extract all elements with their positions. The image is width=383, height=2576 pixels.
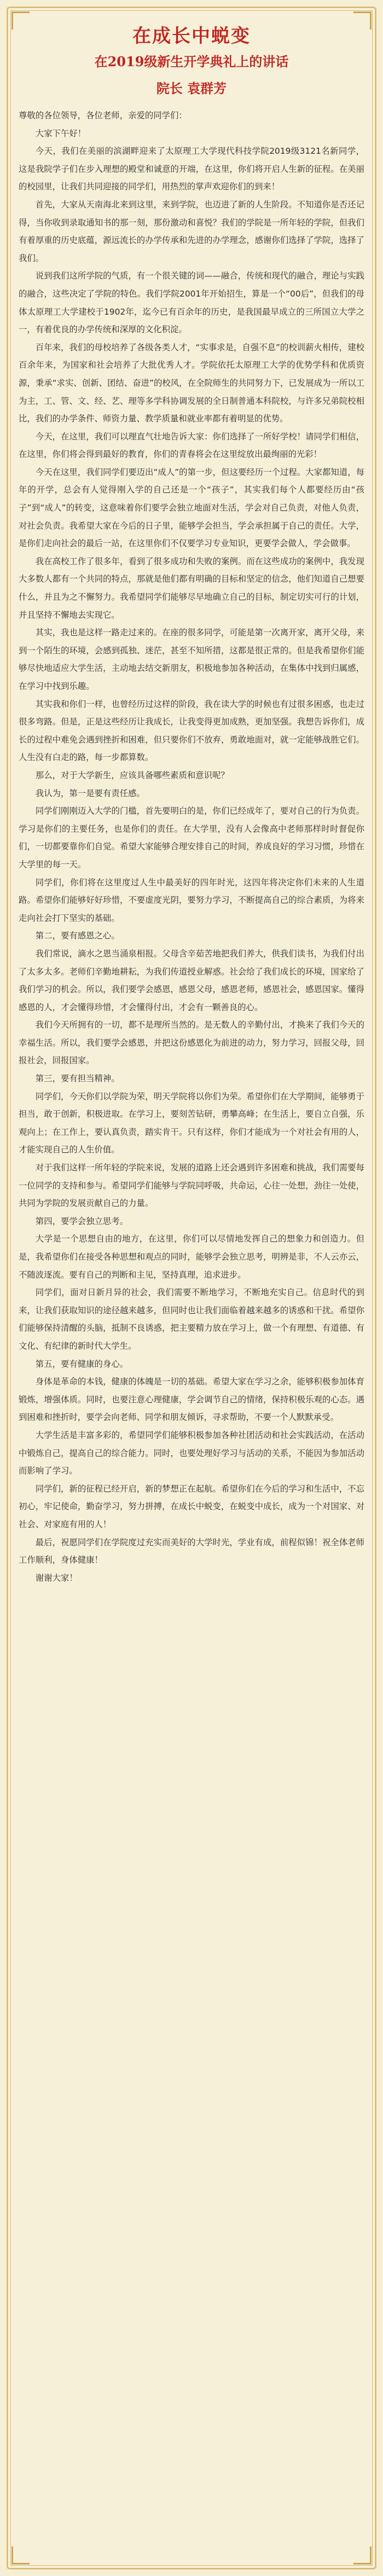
paragraph: 说到我们这所学院的气质，有一个很关键的词——融合，传统和现代的融合，理论与实践的融合，这些决定了学院的特色。我们学院2001年开始招生，算是一个“00后”，但我们的母体太原理工大学建校于1902年，迄今已有百余年的历史，是我国最早成立的三所国立大学之一，有着优良的办学传统和深厚的文化积淀。	[19, 271, 364, 335]
section-heading: 第五，要有健康的身心。	[35, 1359, 129, 1369]
section-heading: 第三，要有担当精神。	[35, 1074, 120, 1084]
paragraph: 我们常说，滴水之恩当涌泉相报。父母含辛茹苦地把我们养大，供我们读书，为我们付出了太多太多。老师们辛勤地耕耘，为我们传道授业解惑。社会给了我们成长的环境，国家给了我们学习的机会。所以，我们要学会感恩，感恩父母，感恩老师，感恩社会，感恩国家。懂得感恩的人，才会懂得珍惜，才会懂得付出，才会有一颗善良的心。	[19, 948, 364, 1012]
salutation: 尊敬的各位领导，各位老师，亲爱的同学们：	[19, 111, 187, 120]
paragraph: 我在高校工作了很多年，看到了很多成功和失败的案例。而在这些成功的案例中，我发现大多数人都有一个共同的特点，那就是他们都有明确的目标和坚定的信念，他们知道自己想要什么，并且为之不懈努力。我希望同学们能够尽早地确立自己的目标，制定切实可行的计划，并且坚持不懈地去实现它。	[19, 556, 364, 620]
paragraph: 同学们，你们将在这里度过人生中最美好的四年时光，这四年将决定你们未来的人生道路。希望你们能够好好珍惜，不要虚度光阴，要努力学习，不断提高自己的综合素质，为将来走向社会打下坚实的基础。	[19, 877, 364, 923]
paragraph: 同学们，今天你们以学院为荣，明天学院将以你们为荣。希望你们在大学期间，能够勇于担当，敢于创新，积极进取。在学习上，要刻苦钻研，勇攀高峰；在生活上，要自立自强，乐观向上；在工作上，要认真负责，踏实肯干。只有这样，你们才能成为一个对社会有用的人，才能实现自己的人生价值。	[19, 1091, 364, 1155]
paragraph: 身体是革命的本钱，健康的体魄是一切的基础。希望大家在学习之余，能够积极参加体育锻炼，增强体质。同时，也要注意心理健康，学会调节自己的情绪，保持积极乐观的心态。遇到困难和挫折时，要学会向老师、同学和朋友倾诉，寻求帮助，不要一个人默默承受。	[19, 1377, 364, 1423]
paragraph: 同学们刚刚迈入大学的门槛，首先要明白的是，你们已经成年了，要对自己的行为负责。学习是你们的主要任务，也是你们的责任。在大学里，没有人会像高中老师那样时时督促你们，一切都要靠你们自觉。希望大家能够合理安排自己的时间，养成良好的学习习惯，珍惜在大学里的每一天。	[19, 806, 364, 869]
paragraph: 同学们，面对日新月异的社会，我们需要不断地学习，不断地充实自己。信息时代的到来，让我们获取知识的途径越来越多，但同时也让我们面临着越来越多的诱惑和干扰。希望你们能够保持清醒的头脑，抵制不良诱惑，把主要精力放在学习上，做一个有理想、有道德、有文化、有纪律的新时代大学生。	[19, 1287, 364, 1351]
paragraph: 今天，在这里，我们可以理直气壮地告诉大家：你们选择了一所好学校！请同学们相信，在这里，你们将会得到最好的教育，你们的青春将会在这里绽放出最绚丽的光彩！	[19, 431, 364, 460]
paragraph: 大学是一个思想自由的地方，在这里，你们可以尽情地发挥自己的想象力和创造力。但是，我希望你们在接受各种思想和观点的同时，能够学会独立思考，明辨是非，不人云亦云，不随波逐流。要有自己的判断和主见，坚持真理，追求进步。	[19, 1234, 364, 1280]
speaker-name: 院长 袁群芳	[156, 80, 227, 96]
section-heading: 第四，要学会独立思考。	[35, 1216, 129, 1226]
paragraph: 首先，大家从天南海北来到这里，来到学院，也迈进了新的人生阶段。不知道你是否还记得，当你收到录取通知书的那一刻，那份激动和喜悦？我们的学院是一所年轻的学院，但我们有着厚重的历史底蕴，源远流长的办学传承和先进的办学理念，感谢你们选择了学院，选择了我们。	[19, 199, 364, 263]
section-heading: 我认为，第一是要有责任感。	[35, 788, 145, 798]
speech-document	[19, 16, 364, 2560]
paragraph: 今天，我们在美丽的滨湖畔迎来了太原理工大学现代科技学院2019级3121名新同学，这是我院学子们在步入理想的殿堂和诚意的开端，在这里，你们将开启人生新的征程。在美丽的校园里，让我们共同迎接的同学们，用热烈的掌声欢迎你们的到来！	[19, 146, 364, 192]
speech-subtitle: 在2019级新生开学典礼上的讲话	[94, 54, 289, 69]
paragraph: 最后，祝愿同学们在学院度过充实而美好的大学时光，学业有成，前程似锦！祝全体老师工作顺利，身体健康！	[19, 1537, 364, 1565]
paragraph: 大学生活是丰富多彩的，希望同学们能够积极参加各种社团活动和社会实践活动，在活动中锻炼自己，提高自己的综合能力。同时，也要处理好学习与活动的关系，不能因为参加活动而影响了学习。	[19, 1430, 364, 1476]
paragraph: 其实，我也是这样一路走过来的。在座的很多同学，可能是第一次离开家，离开父母，来到一个陌生的环境，会感到孤独、迷茫，甚至不知所措，这都是很正常的。但是我希望你们能够尽快地适应大学生活，主动地去结交新朋友，积极地参加各种活动，在集体中找到归属感，在学习中找到乐趣。	[19, 628, 364, 691]
paragraph: 同学们，新的征程已经开启，新的梦想正在起航。希望你们在今后的学习和生活中，不忘初心，牢记使命，勤奋学习，努力拼搏，在成长中蜕变，在蜕变中成长，成为一个对国家、对社会、对家庭有用的人！	[19, 1483, 364, 1529]
paragraph: 今天在这里，我们同学们要迈出“成人”的第一步，但这要经历一个过程。大家都知道，每年的开学，总会有人觉得刚入学的自己还是一个“孩子”，其实我们每个人都要经历由“孩子”到“成人”的转变，这意味着你们要学会独立地面对生活，学会对自己负责，对他人负责，对社会负责。我希望大家在今后的日子里，能够学会担当，学会承担属于自己的责任。大学，是你们走向社会的最后一站，在这里你们不仅要学习专业知识，更要学会做人，学会做事。	[19, 467, 364, 549]
speech-title: 在成长中蜕变	[132, 25, 251, 47]
paragraph: 其实我和你们一样，也曾经历过这样的阶段，我在读大学的时候也有过很多困惑，也走过很多弯路。但是，正是这些经历让我成长，让我变得更加成熟，更加坚强。我想告诉你们，成长的过程中难免会遇到挫折和困难，但只要你们不放弃，勇敢地面对，就一定能够战胜它们。人生没有白走的路，每一步都算数。	[19, 699, 364, 763]
closing-thanks: 谢谢大家！	[35, 1573, 78, 1583]
greeting: 大家下午好！	[35, 128, 86, 138]
paragraph: 那么，对于大学新生，应该具备哪些素质和意识呢？	[35, 770, 229, 780]
paragraph: 百年来，我们的母校培养了各级各类人才，“实事求是，自强不息”的校训薪火相传，建校百余年来，为国家和社会培养了大批优秀人才。学院依托太原理工大学的优势学科和优质资源，秉承“求实、创新、团结、奋进”的校风，在全院师生的共同努力下，已发展成为一所以工为主，工、管、文、经、艺、理等多学科协调发展的全日制普通本科院校，与许多兄弟院校相比，我们的办学条件、师资力量、教学质量和就业率都有着明显的优势。	[19, 342, 364, 424]
section-heading: 第二，要有感恩之心。	[35, 931, 120, 941]
paragraph: 我们今天所拥有的一切，都不是理所当然的。是无数人的辛勤付出，才换来了我们今天的幸福生活。所以，我们要学会感恩，并把这份感恩化为前进的动力，努力学习，回报父母，回报社会，回报国家。	[19, 1020, 364, 1066]
paragraph: 对于我们这样一所年轻的学院来说，发展的道路上还会遇到许多困难和挑战，我们需要每一位同学的支持和参与。希望同学们能够与学院同呼吸，共命运，心往一处想，劲往一处使，共同为学院的发展贡献自己的力量。	[19, 1163, 364, 1209]
